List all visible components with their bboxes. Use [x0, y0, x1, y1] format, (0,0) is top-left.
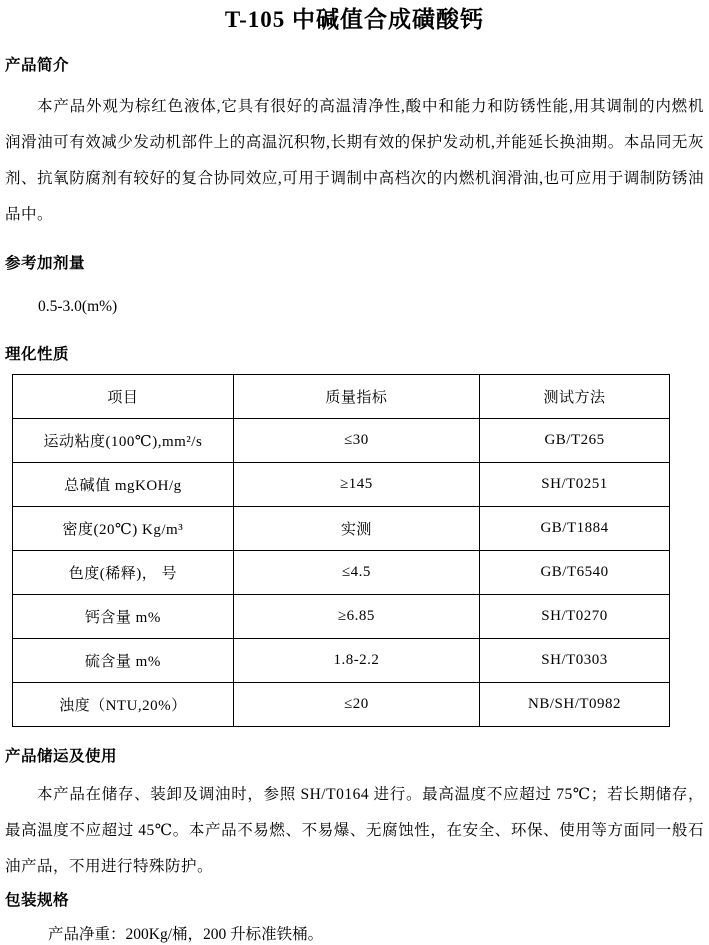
- spec-cell: 1.8-2.2: [233, 639, 479, 683]
- method-cell: SH/T0251: [480, 463, 670, 507]
- item-cell: 运动粘度(100℃),mm²/s: [13, 419, 234, 463]
- column-header-item: 项目: [13, 375, 234, 419]
- method-cell: GB/T1884: [480, 507, 670, 551]
- method-cell: GB/T6540: [480, 551, 670, 595]
- item-cell: 密度(20℃) Kg/m³: [13, 507, 234, 551]
- spec-cell: ≤30: [233, 419, 479, 463]
- item-cell: 钙含量 m%: [13, 595, 234, 639]
- spec-cell: ≥6.85: [233, 595, 479, 639]
- section-heading-dosage: 参考加剂量: [5, 255, 86, 272]
- intro-paragraph: 本产品外观为棕红色液体,它具有很好的高温清净性,酸中和能力和防锈性能,用其调制的内燃机润滑油可有效减少发动机部件上的高温沉积物,长期有效的保护发动机,并能延长换油期。本品同无灰剂、抗氧防腐剂有较好的复合协同效应,可用于调制中高档次的内燃机润滑油,也可应用于调制防锈油品中。: [5, 98, 704, 223]
- section-heading-storage: 产品储运及使用: [5, 748, 118, 765]
- spec-cell: ≤4.5: [233, 551, 479, 595]
- method-cell: SH/T0270: [480, 595, 670, 639]
- item-cell: 硫含量 m%: [13, 639, 234, 683]
- table-row: [13, 463, 670, 507]
- table-row: [13, 683, 670, 727]
- method-cell: GB/T265: [480, 419, 670, 463]
- section-heading-properties: 理化性质: [5, 346, 70, 363]
- storage-paragraph: 本产品在储存、装卸及调油时，参照 SH/T0164 进行。最高温度不应超过 75℃；若长期储存，最高温度不应超过 45℃。本产品不易燃、不易爆、无腐蚀性，在安全、环保、使用等方面同一般石油产品，不用进行特殊防护。: [5, 786, 704, 875]
- item-cell: 色度(稀释)， 号: [13, 551, 234, 595]
- section-heading-intro: 产品简介: [5, 57, 70, 74]
- table-row: [13, 639, 670, 683]
- dosage-value: 0.5-3.0(m%): [38, 298, 118, 315]
- spec-cell: 实测: [233, 507, 479, 551]
- table-row: [13, 507, 670, 551]
- page-title: T-105 中碱值合成磺酸钙: [224, 7, 485, 32]
- spec-cell: ≥145: [233, 463, 479, 507]
- properties-table: [12, 374, 670, 727]
- method-cell: SH/T0303: [480, 639, 670, 683]
- item-cell: 总碱值 mgKOH/g: [13, 463, 234, 507]
- column-header-spec: 质量指标: [233, 375, 479, 419]
- spec-cell: ≤20: [233, 683, 479, 727]
- packing-paragraph: 产品净重：200Kg/桶，200 升标准铁桶。: [48, 926, 324, 943]
- item-cell: 浊度（NTU,20%）: [13, 683, 234, 727]
- method-cell: NB/SH/T0982: [480, 683, 670, 727]
- table-header-row: [13, 375, 670, 419]
- section-heading-packing: 包装规格: [5, 892, 70, 909]
- table-row: [13, 551, 670, 595]
- column-header-method: 测试方法: [480, 375, 670, 419]
- table-row: [13, 595, 670, 639]
- table-row: [13, 419, 670, 463]
